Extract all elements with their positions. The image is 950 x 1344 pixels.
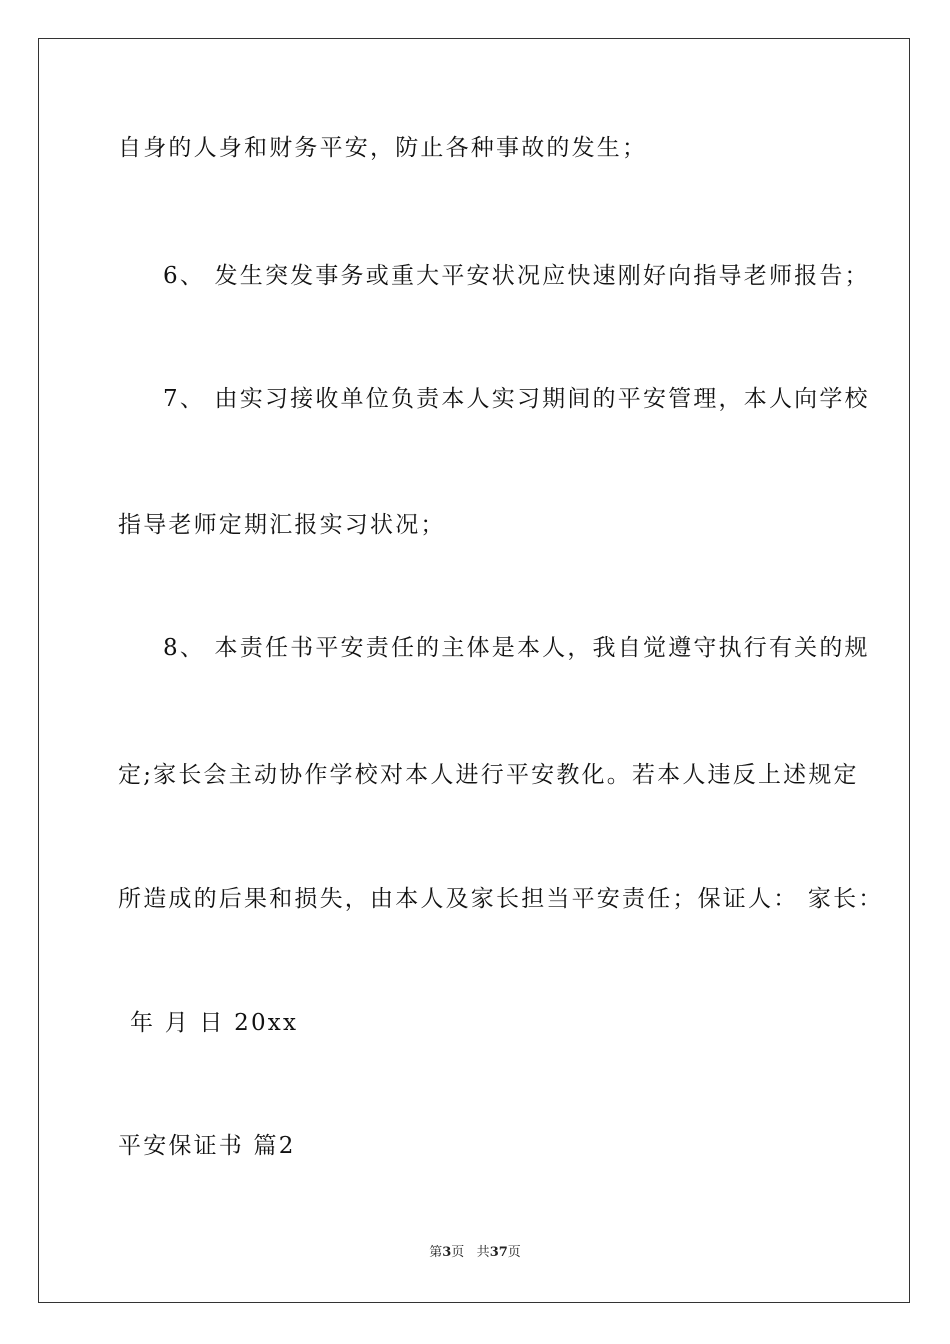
page-frame — [38, 38, 910, 1303]
body-line-2-item-6: 6、 发生突发事务或重大平安状况应快速刚好向指导老师报告； — [163, 263, 870, 289]
page-prefix: 第 — [429, 1245, 443, 1260]
page-footer — [0, 1245, 950, 1261]
body-line-4: 指导老师定期汇报实习状况； — [118, 512, 446, 538]
total-prefix: 共 — [476, 1245, 490, 1260]
total-suffix: 页 — [507, 1245, 521, 1260]
page-suffix: 页 — [451, 1245, 465, 1260]
section-heading: 平安保证书 篇2 — [118, 1133, 296, 1159]
body-line-1: 自身的人身和财务平安，防止各种事故的发生； — [118, 135, 648, 161]
total-pages: 37 — [489, 1245, 508, 1260]
body-line-3-item-7: 7、 由实习接收单位负责本人实习期间的平安管理，本人向学校 — [163, 386, 870, 412]
page-number: 3 — [442, 1245, 452, 1260]
body-line-5-item-8: 8、 本责任书平安责任的主体是本人，我自觉遵守执行有关的规 — [163, 635, 870, 661]
date-line: 年 月 日 20xx — [130, 1010, 299, 1036]
body-line-7: 所造成的后果和损失，由本人及家长担当平安责任；保证人： 家长： — [118, 886, 884, 912]
body-line-6: 定;家长会主动协作学校对本人进行平安教化。若本人违反上述规定 — [118, 762, 859, 788]
